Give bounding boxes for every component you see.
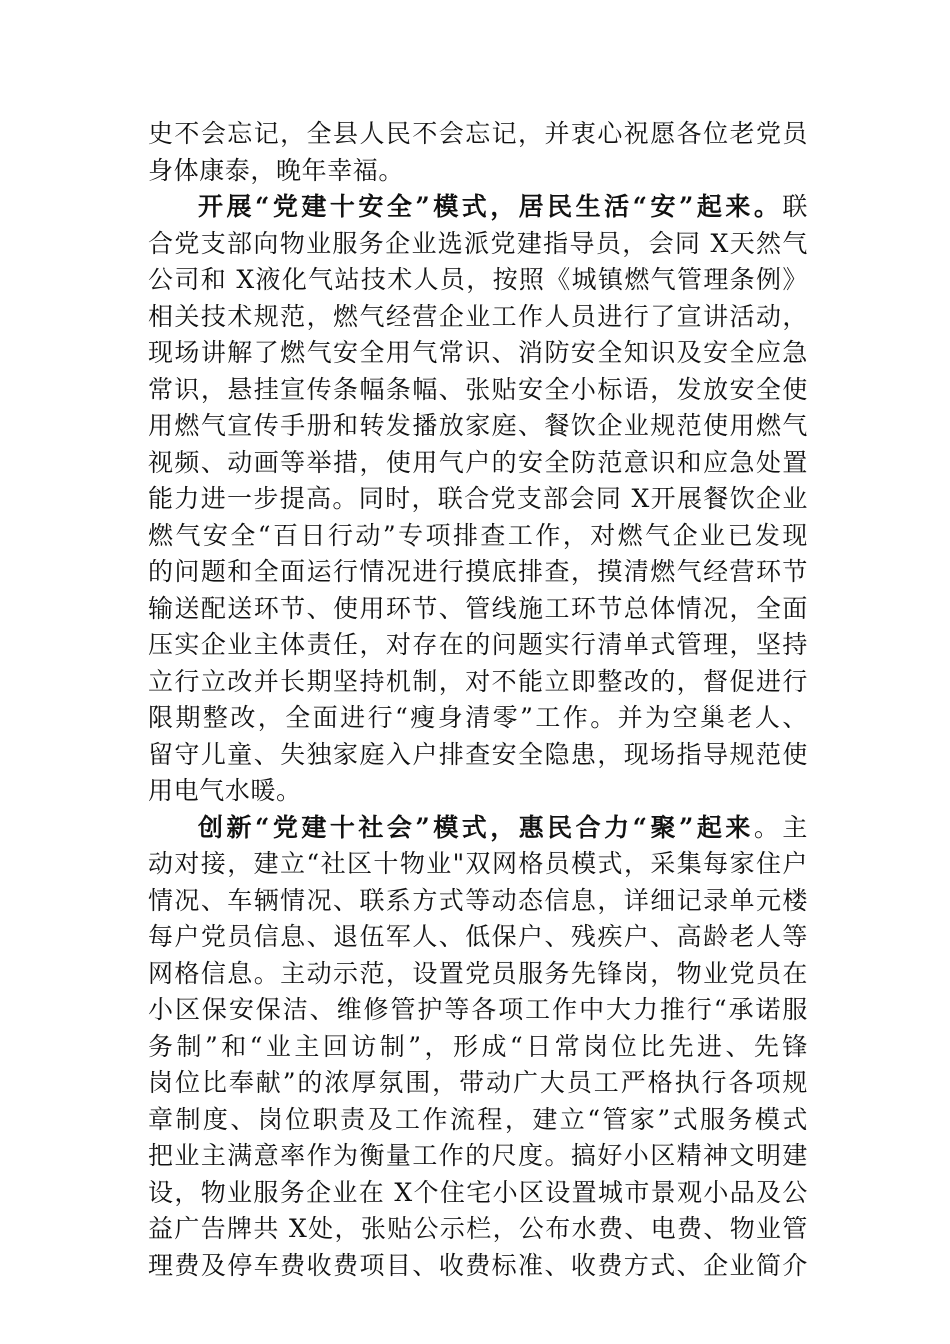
text-line: 务制”和“业主回访制”，形成“日常岗位比先进、先锋 [148, 1031, 808, 1061]
paragraph-heading-line [148, 810, 808, 847]
text-line: 燃气安全“百日行动”专项排查工作，对燃气企业已发现 [148, 520, 808, 550]
text-line: 把业主满意率作为衡量工作的尺度。搞好小区精神文明建 [148, 1141, 808, 1170]
text-line: 网格信息。主动示范，设置党员服务先锋岗，物业党员在 [148, 958, 808, 988]
text-line: 视频、动画等举措，使用气户的安全防范意识和应急处置 [148, 447, 808, 477]
text-line: 益广告牌共 X处，张贴公示栏，公布水费、电费、物业管 [148, 1214, 808, 1243]
section-heading-social: 创新“党建十社会”模式，惠民合力“聚”起来 [198, 812, 754, 842]
text-line: 相关技术规范，燃气经营企业工作人员进行了宣讲活动， [148, 301, 808, 331]
text-line: 的问题和全面运行情况进行摸底排查，摸清燃气经营环节 [148, 557, 808, 586]
text-line: 身体康泰，晚年幸福。 [148, 155, 405, 185]
text-line: 留守儿童、失独家庭入户排查安全隐患，现场指导规范使 [148, 739, 808, 769]
section-heading-safety: 开展“党建十安全”模式，居民生活“安”起来。 [198, 192, 783, 221]
text-line: 岗位比奉献”的浓厚氛围，带动广大员工严格执行各项规 [148, 1068, 808, 1097]
text-line: 合党支部向物业服务企业选派党建指导员，会同 X天然气 [148, 228, 808, 258]
text-line: 立行立改并长期坚持机制，对不能立即整改的，督促进行 [148, 666, 808, 696]
text-line: 公司和 X液化气站技术人员，按照《城镇燃气管理条例》 [148, 265, 808, 294]
text-line: 情况、车辆情况、联系方式等动态信息，详细记录单元楼 [148, 885, 808, 915]
text-line: 用燃气宣传手册和转发播放家庭、餐饮企业规范使用燃气 [148, 411, 808, 440]
text-line: 常识，悬挂宣传条幅条幅、张贴安全小标语，发放安全使 [148, 374, 808, 404]
text-line: 每户党员信息、退伍军人、低保户、残疾户、高龄老人等 [148, 922, 808, 951]
text-line: 输送配送环节、使用环节、管线施工环节总体情况，全面 [148, 593, 808, 623]
text-line: 章制度、岗位职责及工作流程，建立“管家”式服务模式 [148, 1104, 808, 1134]
text-line: 动对接，建立“社区十物业"双网格员模式，采集每家住户 [148, 849, 808, 878]
text-line: 压实企业主体责任，对存在的问题实行清单式管理，坚持 [148, 630, 808, 659]
text-line: 能力进一步提高。同时，联合党支部会同 X开展餐饮企业 [148, 484, 808, 513]
text-fragment: 联 [782, 192, 808, 221]
text-line: 设，物业服务企业在 X个住宅小区设置城市景观小品及公 [148, 1177, 808, 1207]
text-line: 现场讲解了燃气安全用气常识、消防安全知识及安全应急 [148, 338, 808, 367]
text-line: 小区保安保洁、维修管护等各项工作中大力推行“承诺服 [148, 995, 808, 1024]
document-body [148, 116, 808, 1284]
paragraph-heading-line [148, 189, 808, 226]
text-line: 理费及停车费收费项目、收费标准、收费方式、企业简介 [148, 1250, 808, 1280]
text-fragment: 。主 [753, 812, 809, 842]
text-line: 用电气水暖。 [148, 776, 302, 805]
text-line: 限期整改，全面进行“瘦身清零”工作。并为空巢老人、 [148, 703, 808, 732]
text-line: 史不会忘记，全县人民不会忘记，并衷心祝愿各位老党员 [148, 119, 808, 148]
